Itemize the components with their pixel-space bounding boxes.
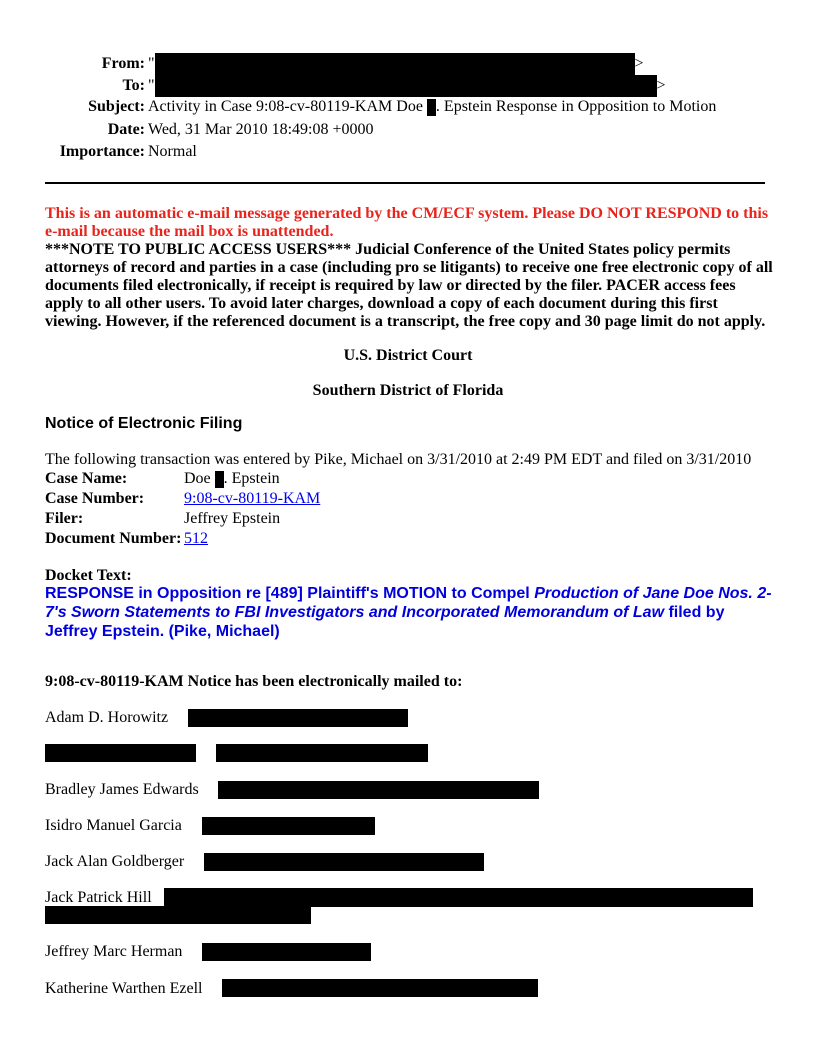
redaction <box>45 744 196 762</box>
from-row <box>0 53 644 75</box>
redaction <box>188 709 408 727</box>
to-label: To: <box>122 76 145 94</box>
docket-text-label: Docket Text: <box>45 567 132 584</box>
recipient-item <box>45 943 182 961</box>
redaction <box>202 943 371 961</box>
docket-text-part1: RESPONSE in Opposition re [489] Plaintiff's MOTION to Compel <box>45 585 535 602</box>
document-number-link[interactable]: 512 <box>184 530 208 547</box>
docket-text <box>45 584 775 641</box>
redaction <box>45 906 311 924</box>
to-prefix: " <box>148 76 155 94</box>
recipient-name: Katherine Warthen Ezell <box>45 980 203 997</box>
redaction <box>202 817 375 835</box>
case-number-row <box>45 489 322 509</box>
recipient-item <box>45 889 152 907</box>
importance-label: Importance: <box>59 143 145 160</box>
public-access-notice: ***NOTE TO PUBLIC ACCESS USERS*** Judicial Conference of the United States policy permits attorneys of record and parties in a case (including pro se litigants) to receive one free electronic copy of all documents filed electronically, if receipt is required by law or directed by the filer. PACER access fees apply to all other users. To avoid later charges, download a copy of each document during this first viewing. However, if the referenced document is a transcript, the free copy and 30 page limit do not apply. <box>45 241 773 330</box>
case-name-text-2: . Epstein <box>223 470 280 487</box>
redaction <box>155 75 657 97</box>
recipient-item <box>45 817 182 835</box>
subject-row <box>0 97 716 117</box>
transaction-text: The following transaction was entered by Pike, Michael on 3/31/2010 at 2:49 PM EDT and filed on 3/31/2010 <box>45 451 752 468</box>
docket-text-part2: filed by Jeffrey Epstein. (Pike, Michael) <box>45 604 725 640</box>
case-name-text: Doe <box>184 470 211 487</box>
recipient-name: Jack Patrick Hill <box>45 889 152 906</box>
filer-value: Jeffrey Epstein <box>184 510 281 527</box>
redaction <box>155 53 635 75</box>
case-name-value <box>184 469 322 489</box>
recipient-item <box>45 781 199 799</box>
from-label: From: <box>101 54 145 72</box>
document-number-row <box>45 529 322 549</box>
to-suffix: > <box>656 76 666 94</box>
recipient-item <box>45 853 184 871</box>
case-name-label: Case Name: <box>45 470 128 487</box>
recipient-name: Jack Alan Goldberger <box>45 853 185 870</box>
from-suffix: > <box>634 54 644 72</box>
importance-row <box>0 142 197 162</box>
recipient-name: Isidro Manuel Garcia <box>45 817 182 834</box>
redaction <box>222 979 538 997</box>
redaction <box>216 744 428 762</box>
recipient-name: Adam D. Horowitz <box>45 709 169 726</box>
case-name-row <box>45 469 322 489</box>
filer-label: Filer: <box>45 510 84 527</box>
subject-label: Subject: <box>88 98 145 115</box>
filer-row <box>45 509 322 529</box>
case-info-table <box>45 469 322 549</box>
redaction <box>427 99 436 116</box>
docket-text-italic: Production of Jane Doe Nos. 2-7's Sworn Statements to FBI Investigators and Incorporated Memorandum of Law <box>45 585 772 621</box>
subject-text-2: . Epstein Response in Opposition to Motion <box>435 98 717 115</box>
court-name: U.S. District Court <box>343 347 473 364</box>
redaction <box>164 888 753 907</box>
redaction <box>204 853 484 871</box>
date-value: Wed, 31 Mar 2010 18:49:08 +0000 <box>148 121 374 138</box>
to-row <box>0 75 666 97</box>
nef-title: Notice of Electronic Filing <box>45 415 243 432</box>
importance-value: Normal <box>148 143 197 160</box>
from-prefix: " <box>148 54 155 72</box>
recipient-item <box>45 709 168 727</box>
mailed-heading: 9:08-cv-80119-KAM Notice has been electronically mailed to: <box>45 673 463 690</box>
date-row <box>0 120 374 140</box>
recipient-name: Jeffrey Marc Herman <box>45 943 183 960</box>
recipient-item <box>45 980 202 998</box>
case-number-link[interactable]: 9:08-cv-80119-KAM <box>184 490 321 507</box>
recipient-name: Bradley James Edwards <box>45 781 199 798</box>
redaction <box>218 781 539 799</box>
document-number-label: Document Number: <box>45 530 182 547</box>
court-district: Southern District of Florida <box>312 382 504 399</box>
case-number-label: Case Number: <box>45 490 145 507</box>
subject-text: Activity in Case 9:08-cv-80119-KAM Doe <box>148 98 423 115</box>
header-divider <box>45 182 765 184</box>
date-label: Date: <box>107 121 145 138</box>
auto-message-notice: This is an automatic e-mail message generated by the CM/ECF system. Please DO NOT RESPOND to this e-mail because the mail box is unattended. <box>45 205 769 240</box>
redaction <box>215 471 224 488</box>
